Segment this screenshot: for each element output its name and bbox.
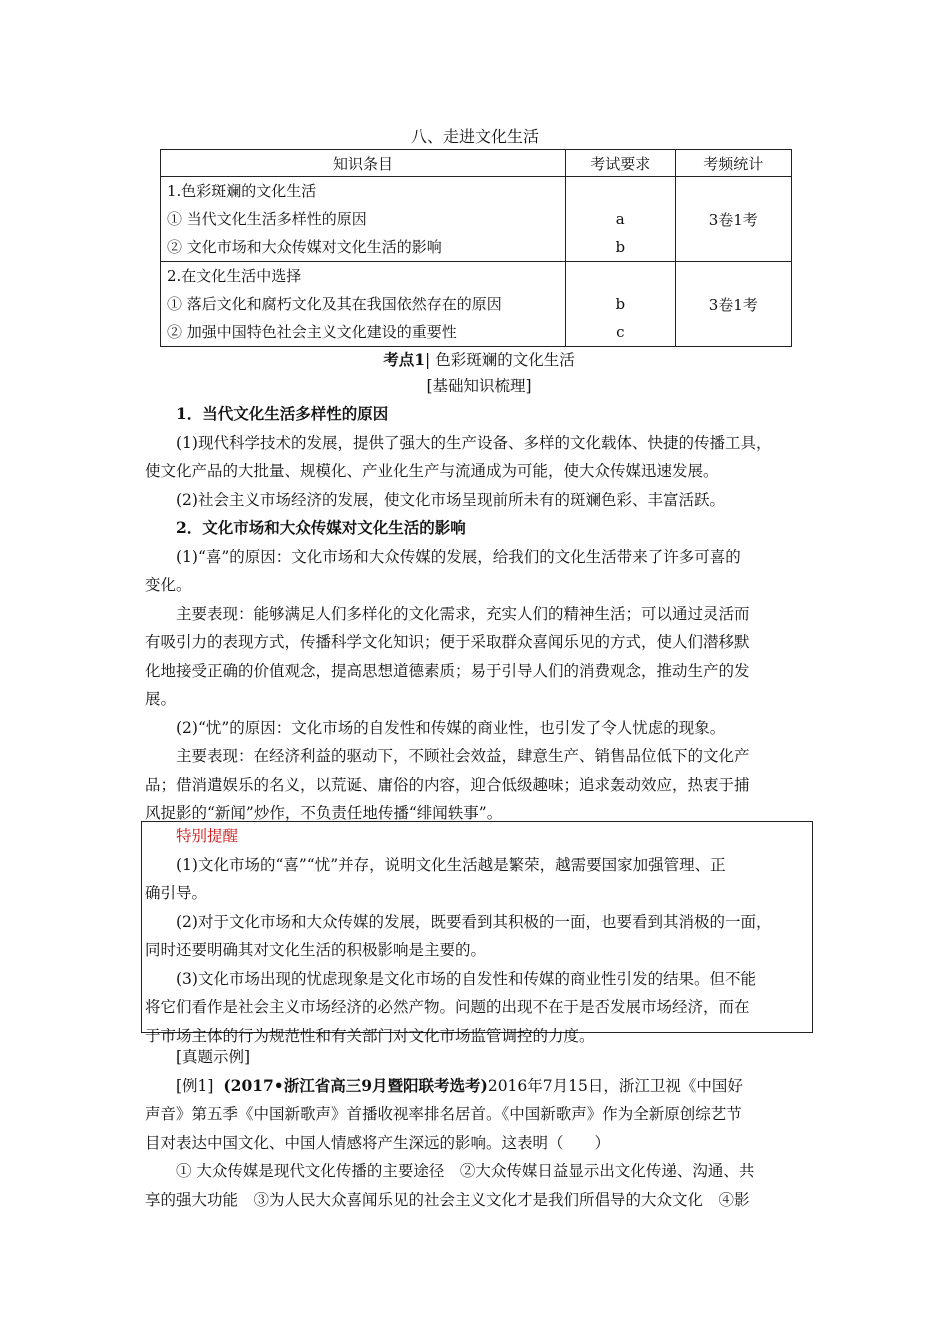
example-options: ① 大众传媒是现代文化传播的主要途径 ②大众传媒日益显示出文化传递、沟通、共 bbox=[176, 1162, 755, 1180]
example-text: 2016年7月15日，浙江卫视《中国好 bbox=[487, 1076, 743, 1095]
reminder-paragraph-cont: 确引导。 bbox=[145, 884, 208, 902]
requirement-level: b bbox=[615, 295, 626, 313]
reminder-paragraph-cont: 于市场主体的行为规范性和有关部门对文化市场监管调控的力度。 bbox=[145, 1026, 595, 1045]
header-frequency: 考频统计 bbox=[675, 150, 791, 177]
body-text bbox=[145, 400, 813, 828]
example-section bbox=[145, 1043, 813, 1214]
frequency-cell: 3卷1考 bbox=[675, 177, 791, 262]
heading-2: 2．文化市场和大众传媒对文化生活的影响 bbox=[176, 518, 466, 537]
special-reminder-label: 特别提醒 bbox=[176, 827, 239, 845]
knowledge-line: ② 文化市场和大众传媒对文化生活的影响 bbox=[167, 238, 442, 256]
requirement-cell bbox=[566, 262, 676, 347]
header-requirement: 考试要求 bbox=[566, 150, 676, 177]
heading-1: 1．当代文化生活多样性的原因 bbox=[176, 404, 389, 423]
knowledge-cell bbox=[161, 262, 566, 347]
reminder-paragraph-cont: 将它们看作是社会主义市场经济的必然产物。问题的出现不在于是否发展市场经济，而在 bbox=[145, 998, 750, 1016]
reminder-paragraph: (1)文化市场的“喜”“忧”并存，说明文化生活越是繁荣，越需要国家加强管理、正 bbox=[176, 855, 726, 874]
requirement-level: c bbox=[616, 323, 625, 341]
paragraph: (1)“喜”的原因：文化市场和大众传媒的发展，给我们的文化生活带来了许多可喜的 bbox=[176, 547, 741, 566]
knowledge-line: ① 当代文化生活多样性的原因 bbox=[167, 210, 367, 228]
paragraph: (2)“忧”的原因：文化市场的自发性和传媒的商业性，也引发了令人忧虑的现象。 bbox=[176, 718, 726, 737]
special-reminder-content bbox=[145, 822, 809, 1050]
table-header-row bbox=[161, 150, 792, 177]
requirement-cell bbox=[566, 177, 676, 262]
table-row bbox=[161, 177, 792, 262]
paragraph-cont: 变化。 bbox=[145, 576, 192, 594]
reminder-paragraph-cont: 同时还要明确其对文化生活的积极影响是主要的。 bbox=[145, 941, 487, 959]
paragraph: (1)现代科学技术的发展，提供了强大的生产设备、多样的文化载体、快捷的传播工具， bbox=[176, 433, 772, 452]
requirement-level: a bbox=[615, 210, 625, 228]
paragraph-cont: 化地接受正确的价值观念，提高思想道德素质；易于引导人们的消费观念，推动生产的发 bbox=[145, 661, 750, 680]
example-source: (2017•浙江省高三9月暨阳联考选考) bbox=[223, 1075, 488, 1095]
header-knowledge: 知识条目 bbox=[161, 150, 566, 177]
kaodian-separator: | bbox=[425, 351, 431, 369]
section-title: 八、走进文化生活 bbox=[410, 127, 539, 146]
knowledge-line: ① 落后文化和腐朽文化及其在我国依然存在的原因 bbox=[167, 295, 502, 313]
example-question-cont: 目对表达中国文化、中国人情感将产生深远的影响。这表明（ ） bbox=[145, 1133, 611, 1152]
requirement-level: b bbox=[615, 238, 626, 256]
paragraph-cont: 展。 bbox=[145, 690, 177, 708]
paragraph-cont: 有吸引力的表现方式，传播科学文化知识；便于采取群众喜闻乐见的方式，使人们潜移默 bbox=[145, 633, 750, 651]
example-question-cont: 声音》第五季《中国新歌声》首播收视率排名居首。《中国新歌声》作为全新原创综艺节 bbox=[145, 1105, 742, 1123]
example-heading: [真题示例] bbox=[176, 1048, 251, 1066]
reminder-paragraph: (3)文化市场出现的忧虑现象是文化市场的自发性和传媒的商业性引发的结果。但不能 bbox=[176, 969, 756, 988]
paragraph-cont: 品；借消遣娱乐的名义，以荒诞、庸俗的内容，迎合低级趣味；追求轰动效应，热衷于捕 bbox=[145, 775, 750, 794]
reminder-paragraph: (2)对于文化市场和大众传媒的发展，既要看到其积极的一面，也要看到其消极的一面， bbox=[176, 912, 772, 931]
paragraph-cont: 使文化产品的大批量、规模化、产业化生产与流通成为可能，使大众传媒迅速发展。 bbox=[145, 462, 719, 480]
paragraph: (2)社会主义市场经济的发展，使文化市场呈现前所未有的斑斓色彩、丰富活跃。 bbox=[176, 490, 725, 509]
special-reminder-box bbox=[141, 821, 813, 1045]
knowledge-line: ② 加强中国特色社会主义文化建设的重要性 bbox=[167, 323, 457, 341]
paragraph: 主要表现：在经济利益的驱动下，不顾社会效益，肆意生产、销售品位低下的文化产 bbox=[176, 747, 750, 765]
knowledge-cell bbox=[161, 177, 566, 262]
kaodian-heading bbox=[145, 346, 813, 375]
example-options-cont: 享的强大功能 ③为人民大众喜闻乐见的社会主义文化才是我们所倡导的大众文化 ④影 bbox=[145, 1190, 750, 1209]
knowledge-line: 1.色彩斑斓的文化生活 bbox=[167, 182, 317, 200]
example-question-line bbox=[145, 1072, 813, 1101]
kaodian-prefix: 考点1 bbox=[383, 350, 426, 369]
example-label: [例1] bbox=[176, 1076, 214, 1095]
requirements-table bbox=[160, 149, 792, 347]
subheading: [基础知识梳理] bbox=[426, 377, 532, 395]
paragraph-cont: 风捉影的“新闻”炒作，不负责任地传播“绯闻轶事”。 bbox=[145, 804, 503, 822]
requirement-spacer bbox=[566, 262, 675, 290]
table-row bbox=[161, 262, 792, 347]
kaodian-title: 色彩斑斓的文化生活 bbox=[435, 351, 575, 369]
knowledge-line: 2.在文化生活中选择 bbox=[167, 267, 302, 285]
requirement-spacer bbox=[566, 177, 675, 205]
frequency-cell: 3卷1考 bbox=[675, 262, 791, 347]
paragraph: 主要表现：能够满足人们多样化的文化需求，充实人们的精神生活；可以通过灵活而 bbox=[176, 604, 750, 623]
